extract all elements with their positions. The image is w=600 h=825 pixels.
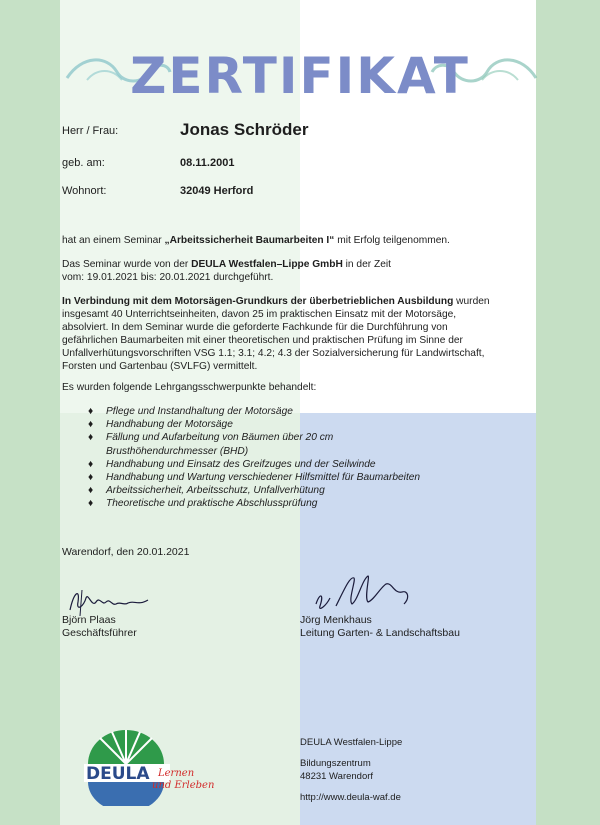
topic-item bbox=[88, 471, 506, 484]
topics-list bbox=[88, 405, 506, 511]
topic-item bbox=[88, 405, 506, 418]
paragraph-line: Unfallverhütungsvorschriften VSG 1.1; 3.1; 4.2; 4.3 der Sozialversicherung für Landwirtschaft, bbox=[62, 348, 485, 359]
background-left-stripe bbox=[0, 0, 60, 825]
topic-text: Theoretische und praktische Abschlussprüfung bbox=[106, 498, 318, 510]
topic-text: Brusthöhendurchmesser (BHD) bbox=[106, 445, 249, 457]
paragraph-line: insgesamt 40 Unterrichtseinheiten, davon 25 im praktischen Einsatz mit der Motorsäge, bbox=[62, 309, 457, 320]
topic-text: Fällung und Aufarbeitung von Bäumen über 20 cm bbox=[106, 432, 334, 444]
seminar-suffix: mit Erfolg teilgenommen. bbox=[337, 235, 450, 246]
seminar-prefix: hat an einem Seminar bbox=[62, 235, 162, 246]
topic-item bbox=[88, 497, 506, 510]
topic-text: Arbeitssicherheit, Arbeitsschutz, Unfallverhütung bbox=[106, 485, 325, 497]
date-range-line bbox=[62, 271, 532, 284]
date-to-label: bis: bbox=[140, 272, 157, 283]
bullet-icon: ♦ bbox=[88, 419, 94, 431]
organization-address bbox=[300, 736, 402, 804]
organizer-name: DEULA Westfalen–Lippe GmbH bbox=[191, 259, 343, 270]
topic-text: Handhabung der Motorsäge bbox=[106, 419, 233, 431]
date-from: 19.01.2021 bbox=[86, 272, 138, 283]
signer-left-name: Björn Plaas bbox=[62, 614, 116, 626]
date-suffix: durchgeführt. bbox=[213, 272, 274, 283]
logo-brand: DEULA bbox=[86, 764, 150, 784]
organizer-line bbox=[62, 258, 532, 271]
residence-value: 32049 Herford bbox=[180, 185, 254, 197]
topic-item-continued bbox=[88, 445, 506, 458]
bullet-icon: ♦ bbox=[88, 406, 94, 417]
address-line: Bildungszentrum bbox=[300, 758, 371, 769]
logo-slogan-1: Lernen bbox=[158, 768, 195, 779]
paragraph-line: Forsten und Gartenbau (SVLFG) vermittelt. bbox=[62, 361, 258, 372]
date-from-label: vom: bbox=[62, 272, 85, 283]
deula-logo-icon bbox=[80, 724, 230, 806]
bullet-icon: ♦ bbox=[88, 458, 94, 470]
organizer-suffix: in der Zeit bbox=[345, 259, 391, 270]
signer-left bbox=[62, 614, 137, 640]
signature-right-icon bbox=[310, 570, 420, 616]
seminar-name: „Arbeitssicherheit Baumarbeiten I“ bbox=[164, 235, 335, 246]
topic-item bbox=[88, 431, 506, 444]
organizer-prefix: Das Seminar wurde von der bbox=[62, 259, 189, 270]
bullet-icon: ♦ bbox=[88, 485, 94, 497]
paragraph-line: absolviert. In dem Seminar wurde die geforderte Fachkunde für die Durchführung von bbox=[62, 322, 448, 333]
address-line: 48231 Warendorf bbox=[300, 771, 374, 782]
bullet-icon: ♦ bbox=[88, 498, 94, 510]
topic-item bbox=[88, 484, 506, 497]
bullet-icon: ♦ bbox=[88, 472, 94, 484]
seminar-line bbox=[62, 234, 532, 247]
website-link[interactable]: http://www.deula-waf.de bbox=[300, 792, 401, 803]
topic-item bbox=[88, 458, 506, 471]
course-paragraph bbox=[62, 295, 532, 373]
topic-text: Pflege und Instandhaltung der Motorsäge bbox=[106, 406, 293, 417]
place-date: Warendorf, den 20.01.2021 bbox=[62, 546, 190, 558]
birthdate-label: geb. am: bbox=[62, 157, 105, 169]
logo-slogan-2: und Erleben bbox=[152, 780, 215, 791]
paragraph-line: gefährlichen Baumarbeiten mit einer theoretischen und praktischen Prüfung im Sinne der bbox=[62, 335, 463, 346]
topics-intro: Es wurden folgende Lehrgangsschwerpunkte behandelt: bbox=[62, 382, 317, 393]
paragraph-bold-intro: In Verbindung mit dem Motorsägen-Grundkurs der überbetrieblichen Ausbildung bbox=[62, 296, 454, 307]
date-to: 20.01.2021 bbox=[159, 272, 211, 283]
certificate-title: ZERTIFIKAT bbox=[130, 47, 470, 105]
name-value: Jonas Schröder bbox=[180, 120, 309, 139]
signer-right-name: Jörg Menkhaus bbox=[300, 614, 372, 626]
birthdate-value: 08.11.2001 bbox=[180, 157, 235, 169]
bullet-icon: ♦ bbox=[88, 432, 94, 444]
name-label: Herr / Frau: bbox=[62, 125, 119, 137]
signer-left-role: Geschäftsführer bbox=[62, 627, 137, 639]
paragraph-line-1-tail: wurden bbox=[456, 296, 490, 307]
address-line: DEULA Westfalen-Lippe bbox=[300, 737, 403, 748]
topic-item bbox=[88, 418, 506, 431]
paragraph-line-1 bbox=[62, 295, 532, 308]
topic-text: Handhabung und Wartung verschiedener Hilfsmittel für Baumarbeiten bbox=[106, 472, 421, 484]
residence-label: Wohnort: bbox=[62, 185, 107, 197]
signer-right-role: Leitung Garten- & Landschaftsbau bbox=[300, 627, 460, 639]
background-right-stripe bbox=[536, 0, 600, 825]
signature-left-icon bbox=[66, 584, 156, 618]
signer-right bbox=[300, 614, 460, 640]
topic-text: Handhabung und Einsatz des Greifzuges und der Seilwinde bbox=[106, 458, 376, 470]
